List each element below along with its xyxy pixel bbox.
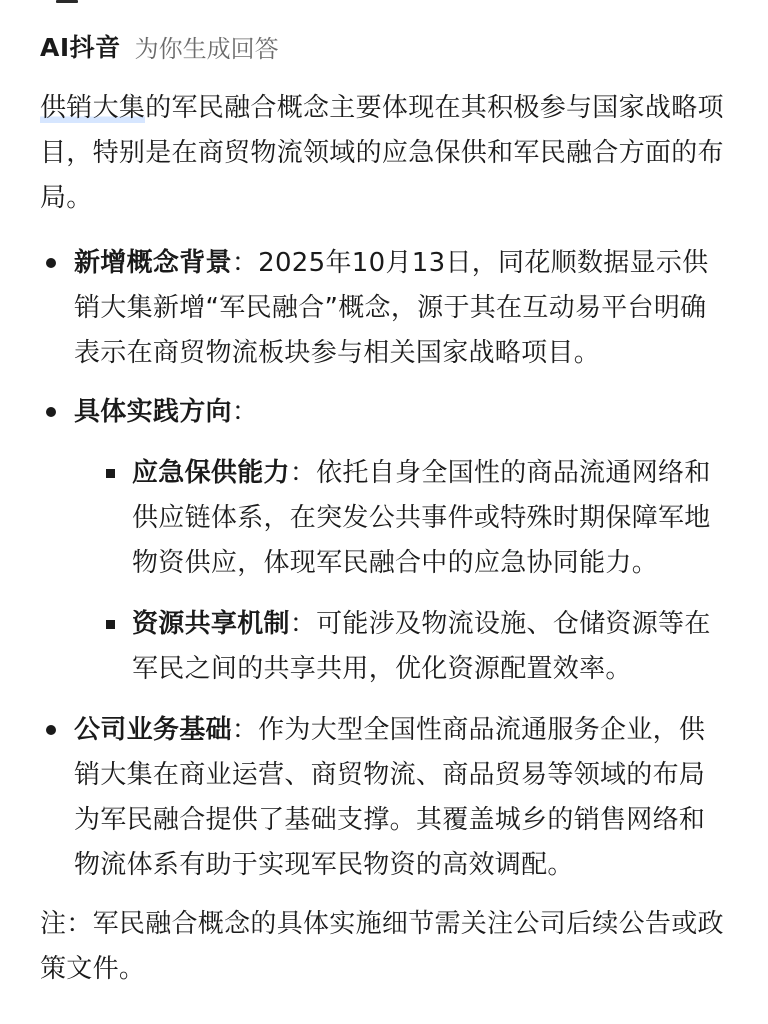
sub-bullet-list (74, 451, 730, 692)
answer-header (40, 28, 279, 64)
highlighted-entity[interactable]: 供销大集 (40, 93, 146, 123)
bullet-text: ：2025年10月13日，同花顺数据显示供销大集新增“军民融合”概念，源于其在互动易平台明确表示在商贸物流板块参与相关国家战略项目。 (74, 248, 709, 368)
sub-bullet-title: 资源共享机制 (132, 609, 290, 639)
answer-body (40, 86, 730, 992)
bullet-dot-icon (46, 407, 56, 417)
footnote: 注：军民融合概念的具体实施细节需关注公司后续公告或政策文件。 (40, 909, 724, 984)
header-subtitle: 为你生成回答 (134, 34, 279, 63)
sub-bullet-text: ：依托自身全国性的商品流通网络和供应链体系，在突发公共事件或特殊时期保障军地物资供应，体现军民融合中的应急协同能力。 (132, 458, 711, 578)
list-item (40, 390, 730, 692)
bullet-text: ： (231, 397, 259, 427)
bullet-dot-icon (46, 725, 56, 735)
list-item (74, 451, 730, 586)
bullet-title: 具体实践方向 (74, 397, 232, 427)
list-item (74, 602, 730, 692)
bullet-dot-icon (46, 258, 56, 268)
sub-bullet-text: ：可能涉及物流设施、仓储资源等在军民之间的共享共用，优化资源配置效率。 (132, 609, 711, 684)
intro-paragraph (40, 86, 730, 221)
previous-content-edge (56, 0, 78, 3)
brand-label: AI抖音 (40, 33, 121, 62)
bullet-text: ：作为大型全国性商品流通服务企业，供销大集在商业运营、商贸物流、商品贸易等领域的布局为军民融合提供了基础支撑。其覆盖城乡的销售网络和物流体系有助于实现军民物资的高效调配。 (74, 715, 706, 880)
bullet-title: 公司业务基础 (74, 715, 232, 745)
bullet-square-icon (106, 469, 115, 478)
intro-text: 的军民融合概念主要体现在其积极参与国家战略项目，特别是在商贸物流领域的应急保供和军民融合方面的布局。 (40, 93, 724, 213)
bullet-square-icon (106, 620, 115, 629)
list-item (40, 708, 730, 888)
bullet-list (40, 241, 730, 888)
bullet-title: 新增概念背景 (74, 248, 232, 278)
sub-bullet-title: 应急保供能力 (132, 458, 290, 488)
list-item (40, 241, 730, 376)
